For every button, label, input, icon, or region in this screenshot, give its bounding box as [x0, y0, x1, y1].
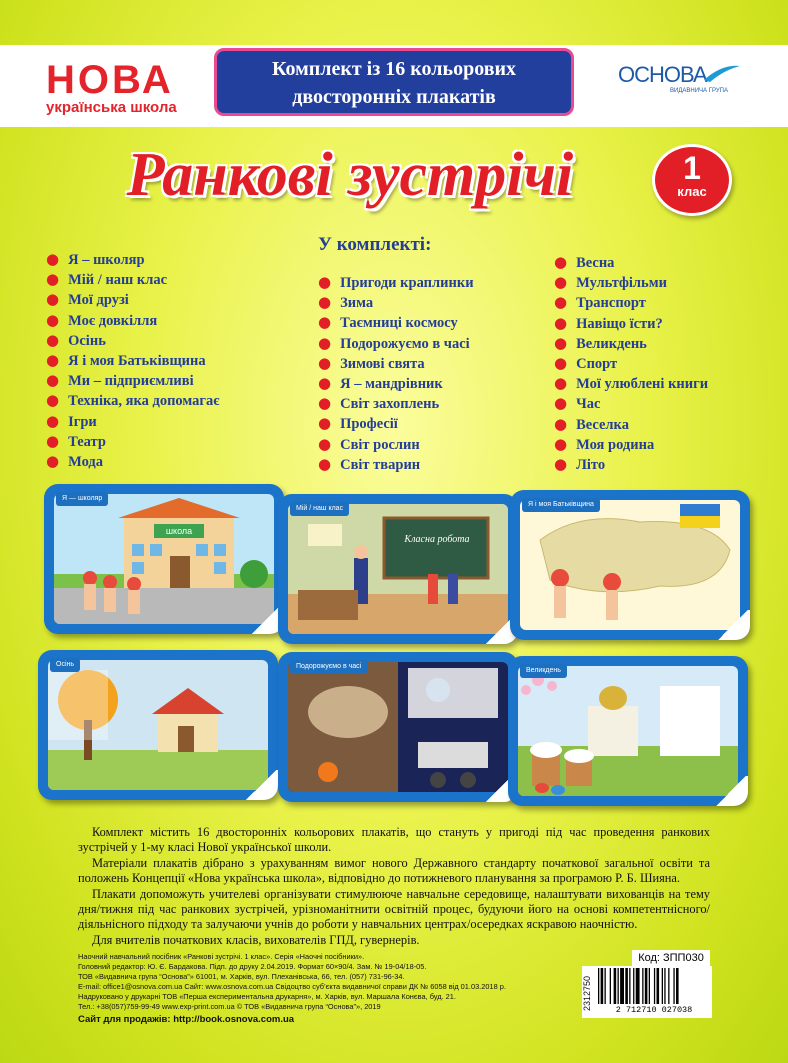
- topic-label: Мода: [68, 453, 104, 470]
- topic-item: [554, 434, 708, 454]
- bullet-icon: ●: [46, 250, 60, 268]
- barcode-bar: [629, 968, 630, 1004]
- topic-label: Подорожуємо в часі: [340, 335, 470, 352]
- topic-item: [46, 330, 220, 350]
- topic-item: [46, 289, 220, 309]
- barcode-bar: [605, 968, 606, 1004]
- topic-item: [46, 310, 220, 330]
- bullet-icon: ●: [46, 391, 60, 410]
- series-logo-word: НОВА: [46, 58, 174, 102]
- board-text: Класна робота: [404, 534, 470, 545]
- topic-item: [46, 411, 220, 431]
- topic-item: [554, 272, 708, 292]
- bullet-icon: ●: [46, 310, 60, 329]
- barcode-digits: 2 712710 027038: [615, 1005, 693, 1015]
- nova-ukrainska-shkola-logo: [46, 60, 196, 120]
- topic-item: [554, 333, 708, 353]
- barcode-bar: [654, 968, 655, 1004]
- poster-tag: Подорожуємо в часі: [290, 660, 367, 674]
- bullet-icon: ●: [318, 293, 332, 312]
- topic-label: Мультфільми: [576, 275, 667, 292]
- topic-item: [554, 414, 708, 434]
- set-line-1: Комплект із 16 кольорових: [271, 58, 517, 80]
- topic-list-col1: [46, 249, 220, 471]
- barcode-bar: [645, 968, 648, 1004]
- topic-label: Моя родина: [576, 436, 655, 453]
- imprint-line: E-mail: office1@osnova.com.ua Сайт: www.osnova.com.ua Свідоцтво суб’єкта видавничої справи ДК № 6058 від 01.03.2018 р.: [78, 982, 506, 991]
- poster-tag: Великдень: [520, 664, 567, 678]
- topic-item: [318, 272, 474, 292]
- set-line-2: двосторонніх плакатів: [292, 86, 496, 108]
- bullet-icon: ●: [46, 270, 60, 289]
- topic-label: Пригоди краплинки: [340, 275, 474, 291]
- set-description-box: [214, 48, 574, 116]
- topic-label: Великдень: [576, 335, 647, 352]
- poster-classroom: [278, 494, 518, 644]
- topic-label: Транспорт: [576, 295, 646, 312]
- imprint-line: Тел.: +38(057)759-99-49 www.exp-print.com.ua © ТОВ «Видавнича група “Основа”», 2019: [78, 1002, 381, 1011]
- bullet-icon: ●: [318, 434, 332, 453]
- topic-label: Світ рослин: [340, 436, 420, 453]
- classroom-illustration: [288, 504, 508, 634]
- topic-item: [46, 350, 220, 370]
- topic-label: Час: [576, 396, 601, 413]
- topic-label: Літо: [576, 456, 606, 473]
- topic-item: [46, 451, 220, 471]
- poster-homeland: [510, 490, 750, 640]
- bullet-icon: ●: [554, 313, 568, 332]
- topic-item: [318, 434, 474, 454]
- school-sign: школа: [165, 526, 193, 536]
- topic-item: [318, 333, 474, 353]
- autumn-illustration: [48, 660, 268, 790]
- barcode-bar: [625, 968, 628, 1004]
- topic-label: Навіщо їсти?: [576, 315, 663, 332]
- topic-label: Зима: [340, 295, 374, 312]
- barcode-bar: [657, 968, 660, 1004]
- bullet-icon: ●: [46, 451, 60, 470]
- topic-item: [554, 393, 708, 413]
- barcode-bar: [649, 968, 650, 1004]
- bullet-icon: ●: [318, 394, 332, 413]
- publisher-word: ОСНОВА: [618, 62, 707, 87]
- barcode-bar: [662, 968, 663, 1004]
- topic-label: Осінь: [68, 332, 106, 349]
- topic-label: Таємниці космосу: [340, 315, 458, 332]
- time-travel-illustration: [288, 662, 508, 792]
- barcode-bar: [620, 968, 624, 1004]
- bullet-icon: ●: [46, 290, 60, 309]
- topic-item: [46, 431, 220, 451]
- topic-item: [318, 413, 474, 433]
- page-curl: [714, 776, 748, 806]
- bullet-icon: ●: [554, 434, 568, 453]
- topic-label: Ми – підприємливі: [68, 373, 194, 390]
- bullet-icon: ●: [554, 333, 568, 352]
- swoosh-icon: [702, 62, 742, 84]
- topic-label: Ігри: [68, 413, 97, 430]
- bullet-icon: ●: [554, 454, 568, 473]
- topic-item: [318, 454, 474, 474]
- barcode-bar: [636, 968, 640, 1004]
- bullet-icon: ●: [554, 374, 568, 393]
- topic-item: [318, 373, 474, 393]
- topic-label: Світ тварин: [340, 456, 421, 473]
- description-paragraph: Комплект містить 16 двосторонніх кольорових плакатів, що стануть у пригоді під час проведення ранкових зустрічей у 1-му класі Нової української школи.: [78, 825, 710, 855]
- barcode-bar: [676, 968, 679, 1004]
- barcode-bar: [601, 968, 604, 1004]
- poster-tag: Я — школяр: [56, 492, 108, 506]
- series-logo-sub: українська школа: [46, 99, 177, 116]
- topic-item: [318, 353, 474, 373]
- bullet-icon: ●: [46, 411, 60, 430]
- topic-list-col3: [554, 252, 708, 474]
- topic-item: [554, 252, 708, 272]
- grade-label: клас: [677, 184, 707, 199]
- topic-label: Веселка: [576, 416, 629, 433]
- topic-item: [46, 249, 220, 269]
- bullet-icon: ●: [318, 273, 332, 291]
- bullet-icon: ●: [318, 454, 332, 473]
- topic-label: Зимові свята: [340, 355, 425, 372]
- imprint-line: Надруковано у друкарні ТОВ «Перша експериментальна друкарня», м. Харків, вул. Маршала Конєва, буд. 21.: [78, 992, 456, 1001]
- barcode-bar: [610, 968, 611, 1004]
- barcode-bar: [664, 968, 665, 1004]
- imprint-line: Наочний навчальний посібник «Ранкові зустрічі. 1 клас». Серія «Наочні посібники».: [78, 952, 365, 961]
- topic-label: Мої улюблені книги: [576, 376, 709, 393]
- product-code: Код: ЗПП030: [632, 950, 710, 966]
- topic-label: Театр: [68, 433, 106, 450]
- barcode-bar: [673, 968, 674, 1004]
- barcode-bar: [642, 968, 643, 1004]
- bullet-icon: ●: [318, 313, 332, 332]
- poster-school: [44, 484, 284, 634]
- topic-item: [318, 292, 474, 312]
- topic-label: Спорт: [576, 355, 618, 372]
- topic-item: [554, 454, 708, 474]
- topic-item: [46, 390, 220, 410]
- bullet-icon: ●: [554, 394, 568, 413]
- topic-label: Мої друзі: [68, 292, 129, 309]
- barcode-bar: [668, 968, 669, 1004]
- bullet-icon: ●: [554, 293, 568, 312]
- poster-easter: [508, 656, 748, 806]
- imprint-block: [78, 952, 583, 1025]
- imprint-line: ТОВ «Видавнича група “Основа”» 61001, м. Харків, вул. Плеханівська, 66, тел. (057) 731-96-34.: [78, 972, 405, 981]
- description-paragraph: Для вчителів початкових класів, вихователів ГПД, гувернерів.: [92, 932, 420, 947]
- topic-label: Я і моя Батьківщина: [68, 352, 206, 369]
- grade-number: 1: [683, 150, 701, 186]
- page-curl: [716, 610, 750, 640]
- topic-label: Професії: [340, 416, 398, 433]
- bullet-icon: ●: [554, 414, 568, 433]
- topic-label: Весна: [576, 255, 615, 271]
- bullet-icon: ●: [318, 333, 332, 352]
- bullet-icon: ●: [318, 353, 332, 372]
- poster-tag: Я і моя Батьківщина: [522, 498, 600, 512]
- bullet-icon: ●: [46, 350, 60, 369]
- poster-tag: Осінь: [50, 658, 80, 672]
- poster-time-travel: [278, 652, 518, 802]
- topic-item: [554, 292, 708, 312]
- topic-item: [318, 312, 474, 332]
- bullet-icon: ●: [46, 330, 60, 349]
- topic-item: [554, 353, 708, 373]
- topic-item: [46, 269, 220, 289]
- grade-badge: [652, 144, 732, 216]
- barcode-bar: [618, 968, 619, 1004]
- page-curl: [244, 770, 278, 800]
- sale-site: Сайт для продажів: http://book.osnova.com.ua: [78, 1014, 295, 1025]
- topic-item: [46, 370, 220, 390]
- publisher-logo: [618, 62, 748, 108]
- barcode-bar: [633, 968, 634, 1004]
- bullet-icon: ●: [318, 414, 332, 433]
- bullet-icon: ●: [554, 253, 568, 271]
- topic-item: [554, 313, 708, 333]
- topic-list-col2: [318, 272, 474, 474]
- topic-label: Світ захоплень: [340, 396, 440, 413]
- barcode-side-number: 2312750: [582, 975, 592, 1011]
- barcode-bar: [598, 968, 599, 1004]
- barcode-bars: [598, 968, 714, 1006]
- description-paragraph: Матеріали плакатів дібрано з урахуванням вимог нового Державного стандарту початкової загальної освіти та положень Концепції «Нова українська школа», відповідно до потижневого планування за програмою Р. Б. Шияна.: [78, 855, 710, 886]
- poster-autumn: [38, 650, 278, 800]
- description-text: [78, 825, 710, 948]
- topic-label: Я – школяр: [68, 252, 145, 268]
- bullet-icon: ●: [46, 431, 60, 450]
- school-illustration: [54, 494, 274, 624]
- bullet-icon: ●: [46, 371, 60, 390]
- topic-item: [318, 393, 474, 413]
- homeland-map-illustration: [520, 500, 740, 630]
- imprint-line: Головний редактор: Ю. Є. Бардакова. Підп. до друку 2.04.2019. Формат 60×90/4. Зам. № 19-04/18-05.: [78, 962, 427, 971]
- publisher-sub: ВИДАВНИЧА ГРУПА: [670, 88, 728, 94]
- bullet-icon: ●: [318, 373, 332, 392]
- topic-label: Техніка, яка допомагає: [68, 393, 220, 410]
- poster-tag: Мій / наш клас: [290, 502, 349, 516]
- page-title: Ранкові зустрічі: [126, 141, 574, 209]
- topic-label: Я – мандрівник: [340, 375, 443, 392]
- topic-label: Моє довкілля: [68, 312, 158, 329]
- description-paragraph: Плакати допоможуть учителеві організувати стимулююче навчальне середовище, налаштувати вихованців на тему дня/тижня під час ранкових зустрічей, урізноманітнити освітній процес, будуючи його на основі компетентнісного/діяльнісного підходу та залучаючи учнів до роботи у навчальних центрах/осередках яскравою наочністю.: [78, 886, 710, 932]
- kit-heading: У комплекті:: [318, 234, 432, 255]
- bullet-icon: ●: [554, 273, 568, 292]
- topic-label: Мій / наш клас: [68, 272, 168, 289]
- topic-item: [554, 373, 708, 393]
- easter-illustration: [518, 666, 738, 796]
- bullet-icon: ●: [554, 353, 568, 372]
- barcode-bar: [614, 968, 617, 1004]
